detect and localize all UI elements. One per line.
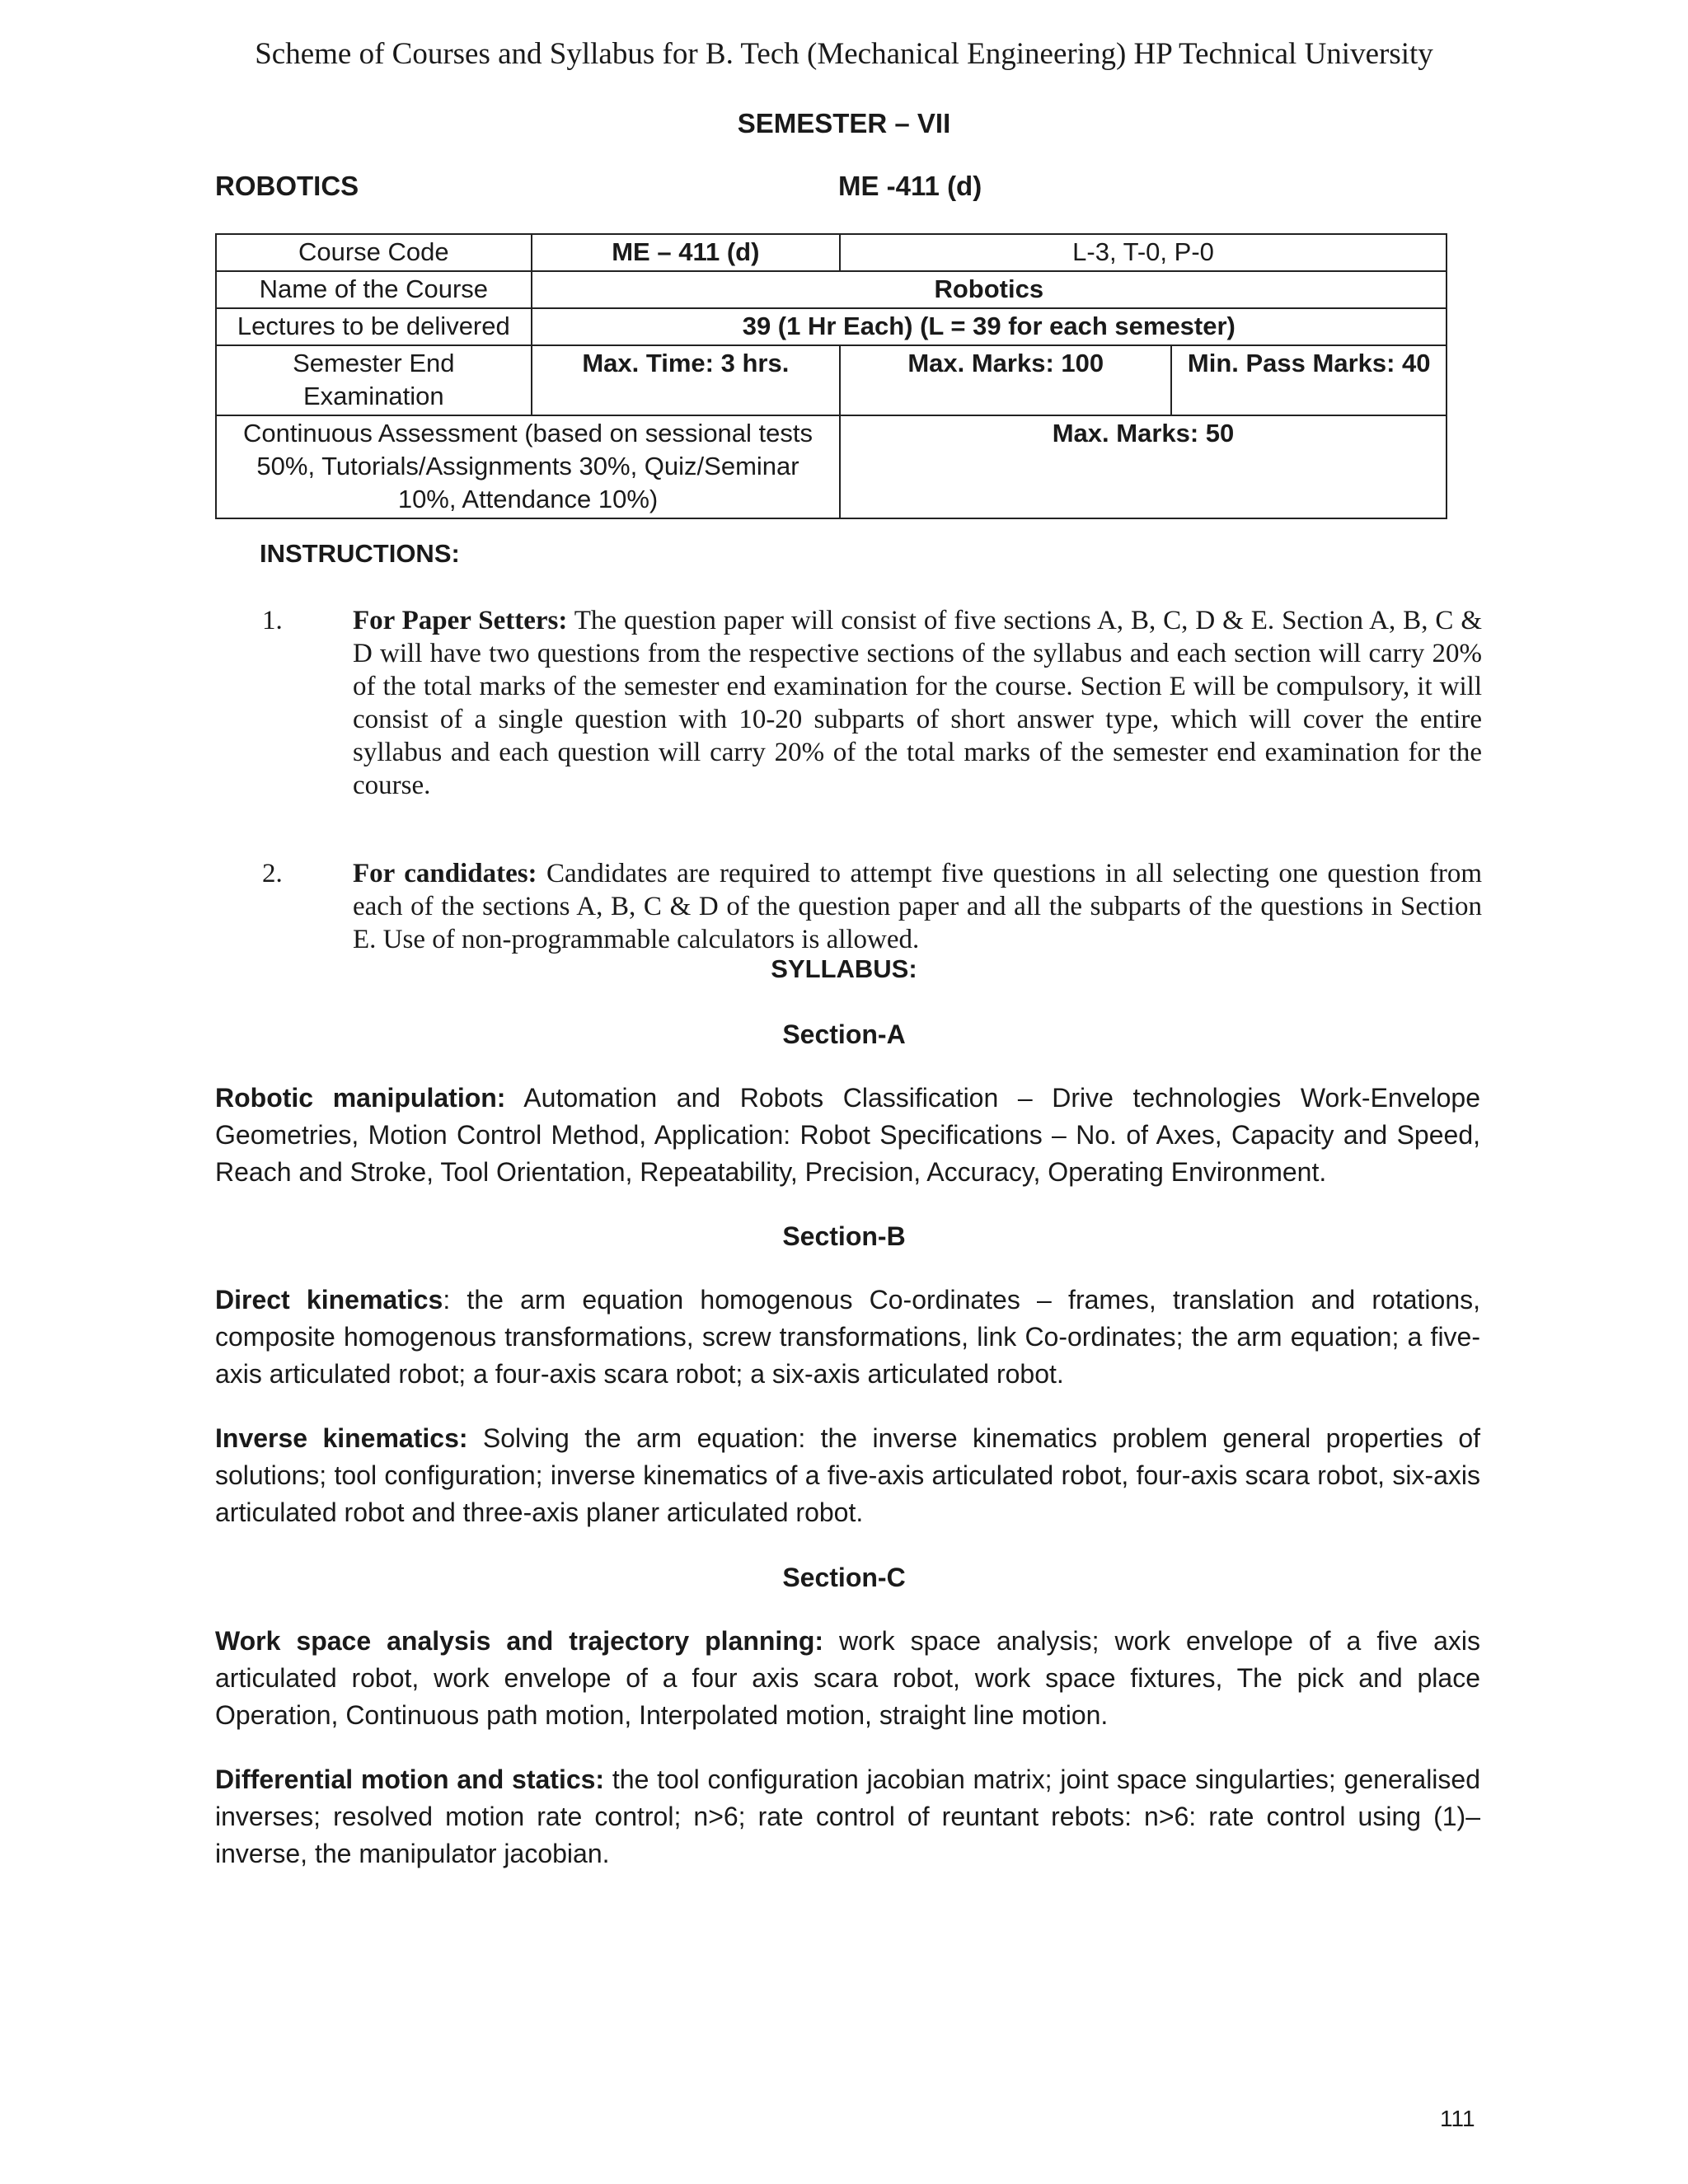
section-a-paragraph [215,1080,1480,1191]
instruction-text [353,604,1482,802]
lectures-label: Lectures to be delivered [216,308,532,345]
topic-text: work space analysis; work envelope of a five axis articulated robot, work envelope of a four axis scara robot, work space fixtures, The pick and place Operation, Continuous path motion, Interpolated motion, straight line motion. [215,1626,1481,1730]
table-row [216,308,1447,345]
topic-lead: Inverse kinematics: [215,1423,468,1453]
max-time: Max. Time: 3 hrs. [532,345,840,415]
topic-text: : the arm equation homogenous Co-ordinates – frames, translation and rotations, composite homogenous transformations, screw transformations, link Co-ordinates; the arm equation; a five-axis articulated robot; a four-axis scara robot; a six-axis articulated robot. [215,1285,1480,1389]
topic-lead: Direct kinematics [215,1285,443,1315]
ltp-value: L-3, T-0, P-0 [840,234,1447,271]
topic-text: the tool configuration jacobian matrix; joint space singularties; generalised inverses; resolved motion rate control; n>6; rate control of reuntant rebots: n>6: rate control using (1)–inverse, the manipulator jacobian. [215,1765,1481,1868]
section-c-paragraph-2 [215,1761,1480,1872]
instructions-heading: INSTRUCTIONS: [260,539,460,568]
section-b-paragraph-1 [215,1282,1480,1393]
section-c-heading: Section-C [782,1563,906,1592]
max-marks: Max. Marks: 100 [840,345,1171,415]
instruction-lead: For Paper Setters: [353,606,568,635]
page-number: 111 [1440,2106,1475,2131]
instruction-number: 1. [262,606,283,635]
lectures-value: 39 (1 Hr Each) (L = 39 for each semester) [532,308,1447,345]
course-code-label: Course Code [216,234,532,271]
topic-lead: Work space analysis and trajectory planning: [215,1626,824,1656]
topic-lead: Differential motion and statics: [215,1765,605,1794]
section-a-heading: Section-A [782,1019,906,1049]
course-code-heading: ME -411 (d) [838,171,982,201]
course-name-value: Robotics [532,271,1447,308]
continuous-assessment-label: Continuous Assessment (based on sessional tests 50%, Tutorials/Assignments 30%, Quiz/Seminar 10%, Attendance 10%) [216,415,840,518]
course-title: ROBOTICS [215,171,359,201]
topic-text: Automation and Robots Classification – Drive technologies Work-Envelope Geometries, Motion Control Method, Application: Robot Specifications – No. of Axes, Capacity and Speed, Reach and Stroke, Tool Orientation, Repeatability, Precision, Accuracy, Operating Environment. [215,1083,1481,1187]
section-b-paragraph-2 [215,1420,1480,1531]
semester-title: SEMESTER – VII [737,108,951,138]
topic-lead: Robotic manipulation: [215,1083,506,1113]
section-b-heading: Section-B [782,1221,906,1251]
section-c-paragraph-1 [215,1623,1480,1734]
table-row [216,234,1447,271]
instruction-text [353,857,1482,956]
table-row [216,345,1447,415]
instruction-body: Candidates are required to attempt five questions in all selecting one question from each of the sections A, B, C & D of the question paper and all the subparts of the questions in Section E. Use of non-programmable calculators is allowed. [353,859,1482,954]
instruction-body: The question paper will consist of five sections A, B, C, D & E. Section A, B, C & D will have two questions from the respective sections of the syllabus and each section will carry 20% of the total marks of the semester end examination for the course. Section E will be compulsory, it will consist of a single question with 10-20 subparts of short answer type, which will cover the entire syllabus and each question will carry 20% of the total marks of the semester end examination for the course. [353,606,1482,800]
instruction-lead: For candidates: [353,859,537,888]
course-info-table [215,233,1447,519]
table-row [216,271,1447,308]
min-pass-marks: Min. Pass Marks: 40 [1171,345,1447,415]
table-row [216,415,1447,518]
exam-label: Semester End Examination [216,345,532,415]
syllabus-heading: SYLLABUS: [771,954,917,983]
topic-text: Solving the arm equation: the inverse kinematics problem general properties of solutions; tool configuration; inverse kinematics of a five-axis articulated robot, four-axis scara robot, six-axis articulated robot and three-axis planer articulated robot. [215,1423,1481,1527]
course-code-value: ME – 411 (d) [532,234,840,271]
instruction-number: 2. [262,859,283,888]
course-name-label: Name of the Course [216,271,532,308]
page-header: Scheme of Courses and Syllabus for B. Tech (Mechanical Engineering) HP Technical University [255,37,1433,71]
continuous-assessment-marks: Max. Marks: 50 [840,415,1447,518]
